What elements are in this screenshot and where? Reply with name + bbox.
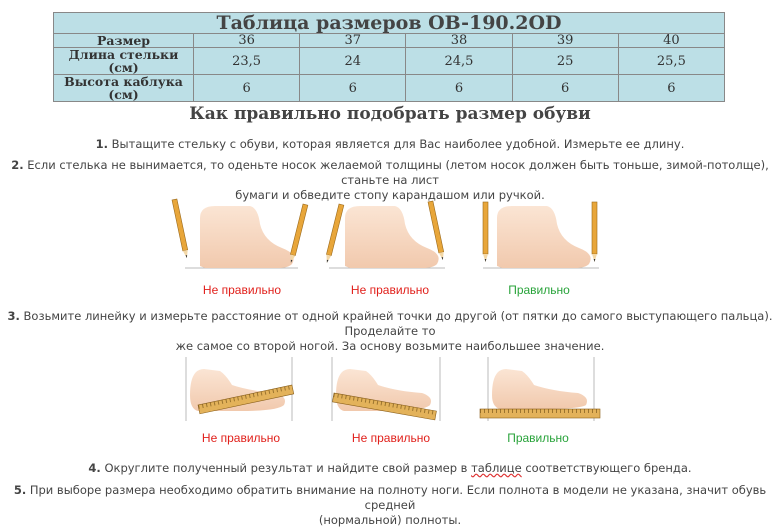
ruler-measure-right <box>480 357 600 421</box>
table-cell: 6 <box>300 75 406 102</box>
step-text: соответствующего бренда. <box>525 461 692 475</box>
ruler-figures <box>180 355 610 427</box>
caption-wrong: Не правильно <box>202 283 282 297</box>
table-link[interactable]: таблице <box>471 461 522 475</box>
size-table <box>53 12 725 102</box>
caption-wrong: Не правильно <box>201 431 281 445</box>
step-text: При выборе размера необходимо обратить внимание на полноту ноги. Если полнота в модели не указана, значит обувь средней <box>29 483 767 512</box>
row-label: Высота каблука (см) <box>54 75 194 102</box>
ruler-icon <box>480 409 600 418</box>
table-cell: 38 <box>406 34 512 48</box>
row-label: Длина стельки (см) <box>54 48 194 75</box>
table-row <box>54 75 725 102</box>
ruler-measure-wrong-1 <box>186 357 294 421</box>
step-text: бумаги и обведите стопу карандашом или ручкой. <box>235 188 545 202</box>
guide-heading: Как правильно подобрать размер обуви <box>189 104 591 124</box>
step-text: Возьмите линейку и измерьте расстояние от одной крайней точки до другой (от пятки до самого выступающего пальца). Проделайте то <box>23 309 773 338</box>
table-cell: 6 <box>194 75 300 102</box>
step-number: 2. <box>11 158 24 172</box>
pencil-icon <box>592 202 597 262</box>
pencil-icon <box>172 199 189 259</box>
table-cell: 36 <box>194 34 300 48</box>
step-1 <box>0 137 780 152</box>
table-cell: 24,5 <box>406 48 512 75</box>
foot-trace-wrong-1 <box>172 199 308 268</box>
table-cell: 40 <box>618 34 724 48</box>
step-text: (нормальной) полноты. <box>318 513 462 527</box>
table-cell: 25,5 <box>618 48 724 75</box>
step-3 <box>0 309 780 354</box>
row-label: Размер <box>54 34 194 48</box>
table-cell: 25 <box>512 48 618 75</box>
step-text: Если стелька не вынимается, то оденьте носок желаемой толщины (летом носок должен быть тоньше, зимой-потолще), станьте на лист <box>27 158 769 187</box>
table-cell: 37 <box>300 34 406 48</box>
table-cell: 6 <box>512 75 618 102</box>
step-number: 3. <box>7 309 20 323</box>
step-number: 4. <box>88 461 101 475</box>
ruler-measure-wrong-2 <box>332 357 440 421</box>
foot-trace-right <box>483 202 599 268</box>
table-cell: 24 <box>300 48 406 75</box>
step-number: 1. <box>95 137 108 151</box>
caption-wrong: Не правильно <box>350 283 430 297</box>
pencil-icon <box>483 202 488 262</box>
pencil-icon <box>324 204 343 263</box>
step-number: 5. <box>13 483 27 497</box>
step-4 <box>0 461 780 476</box>
trace-figures <box>160 196 620 280</box>
step-5 <box>0 483 780 528</box>
foot-trace-wrong-2 <box>324 201 445 268</box>
table-row <box>54 48 725 75</box>
table-cell: 23,5 <box>194 48 300 75</box>
pencil-icon <box>288 204 307 263</box>
step-text: Вытащите стельку с обуви, которая является для Вас наиболее удобной. Измерьте ее длину. <box>111 137 685 151</box>
table-cell: 39 <box>512 34 618 48</box>
caption-right: Правильно <box>507 431 569 445</box>
caption-right: Правильно <box>508 283 570 297</box>
caption-wrong: Не правильно <box>351 431 431 445</box>
step-text: Округлите полученный результат и найдите свой размер в <box>104 461 468 475</box>
table-title: Таблица размеров OB-190.2OD <box>54 13 725 34</box>
table-cell: 6 <box>618 75 724 102</box>
table-cell: 6 <box>406 75 512 102</box>
table-row <box>54 34 725 48</box>
step-text: же самое со второй ногой. За основу возьмите наибольшее значение. <box>175 339 605 353</box>
